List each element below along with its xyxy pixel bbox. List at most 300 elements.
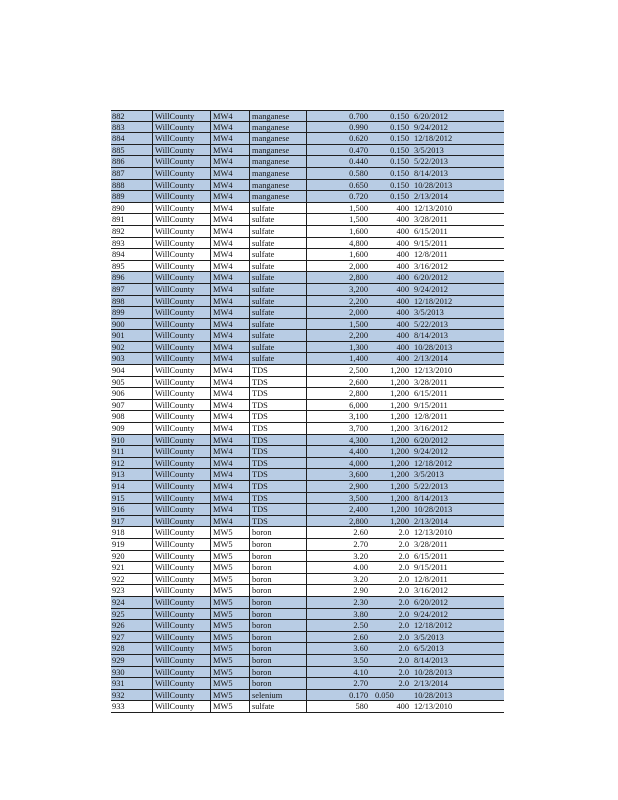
cell-value: 3.20 (353, 551, 368, 561)
cell-county: WillCounty (152, 411, 211, 422)
cell-date: 9/24/2012 (414, 284, 448, 294)
cell-parameter: boron (249, 574, 307, 585)
cell-county: WillCounty (152, 377, 211, 388)
cell-date: 8/14/2013 (414, 331, 448, 341)
cell-county: WillCounty (152, 643, 211, 654)
cell-parameter: TDS (249, 516, 307, 527)
cell-id: 884 (111, 133, 153, 144)
cell-standard: 2.0 (398, 632, 409, 642)
cell-id: 888 (111, 180, 153, 191)
cell-date: 5/22/2013 (414, 319, 448, 329)
cell-county: WillCounty (152, 435, 211, 446)
cell-standard: 400 (396, 238, 409, 248)
table-row (111, 133, 504, 145)
cell-id: 933 (111, 701, 153, 712)
cell-value: 4.10 (353, 667, 368, 677)
cell-standard: 2.0 (398, 597, 409, 607)
cell-standard: 400 (396, 296, 409, 306)
cell-well: MW4 (210, 342, 250, 353)
cell-date: 12/13/2010 (414, 528, 453, 538)
cell-well: MW4 (210, 493, 250, 504)
cell-well: MW4 (210, 214, 250, 225)
cell-county: WillCounty (152, 446, 211, 457)
cell-well: MW4 (210, 284, 250, 295)
cell-standard: 2.0 (398, 644, 409, 654)
cell-id: 932 (111, 690, 153, 701)
table-row (111, 667, 504, 679)
cell-county: WillCounty (152, 690, 211, 701)
cell-county: WillCounty (152, 133, 211, 144)
cell-county: WillCounty (152, 111, 211, 121)
cell-value: 580 (355, 702, 368, 712)
cell-standard: 400 (396, 226, 409, 236)
cell-parameter: boron (249, 620, 307, 631)
cell-value: 1,600 (349, 250, 368, 260)
cell-date: 2/13/2014 (414, 192, 448, 202)
cell-parameter: boron (249, 585, 307, 596)
cell-value: 4,800 (349, 238, 368, 248)
cell-county: WillCounty (152, 272, 211, 283)
cell-parameter: boron (249, 655, 307, 666)
cell-date: 6/15/2011 (414, 226, 448, 236)
cell-parameter: sulfate (249, 342, 307, 353)
cell-county: WillCounty (152, 701, 211, 712)
cell-standard: 2.0 (398, 655, 409, 665)
cell-standard: 2.0 (398, 667, 409, 677)
cell-parameter: TDS (249, 469, 307, 480)
cell-well: MW5 (210, 551, 250, 562)
cell-county: WillCounty (152, 319, 211, 330)
cell-standard: 2.0 (398, 679, 409, 689)
cell-well: MW4 (210, 365, 250, 376)
cell-id: 916 (111, 504, 153, 515)
cell-value: 0.700 (349, 112, 368, 121)
cell-county: WillCounty (152, 388, 211, 399)
cell-well: MW4 (210, 145, 250, 156)
cell-standard: 1,200 (390, 366, 409, 376)
cell-parameter: sulfate (249, 249, 307, 260)
cell-id: 910 (111, 435, 153, 446)
cell-county: WillCounty (152, 609, 211, 620)
table-row (111, 597, 504, 609)
cell-standard: 400 (396, 250, 409, 260)
cell-id: 915 (111, 493, 153, 504)
cell-date: 2/13/2014 (414, 516, 448, 526)
cell-date: 3/5/2013 (414, 308, 444, 318)
cell-well: MW4 (210, 423, 250, 434)
cell-standard: 1,200 (390, 435, 409, 445)
cell-county: WillCounty (152, 620, 211, 631)
table-row (111, 562, 504, 574)
cell-well: MW4 (210, 400, 250, 411)
cell-value: 0.720 (349, 192, 368, 202)
cell-parameter: sulfate (249, 701, 307, 712)
cell-value: 2.60 (353, 632, 368, 642)
cell-id: 908 (111, 411, 153, 422)
cell-county: WillCounty (152, 156, 211, 167)
cell-parameter: manganese (249, 122, 307, 133)
cell-well: MW4 (210, 388, 250, 399)
cell-value: 2.90 (353, 586, 368, 596)
cell-date: 6/20/2012 (414, 435, 448, 445)
cell-date: 6/15/2011 (414, 551, 448, 561)
cell-date: 9/24/2012 (414, 447, 448, 457)
cell-parameter: boron (249, 609, 307, 620)
cell-value: 0.580 (349, 168, 368, 178)
cell-parameter: TDS (249, 493, 307, 504)
cell-standard: 1,200 (390, 424, 409, 434)
cell-value: 1,600 (349, 226, 368, 236)
cell-value: 2,800 (349, 389, 368, 399)
cell-standard: 400 (396, 354, 409, 364)
cell-value: 2,000 (349, 308, 368, 318)
cell-county: WillCounty (152, 527, 211, 538)
table-row (111, 214, 504, 226)
cell-id: 899 (111, 307, 153, 318)
cell-well: MW5 (210, 655, 250, 666)
cell-county: WillCounty (152, 365, 211, 376)
cell-date: 12/18/2012 (414, 134, 453, 144)
cell-county: WillCounty (152, 214, 211, 225)
cell-well: MW4 (210, 353, 250, 364)
cell-date: 12/8/2011 (414, 412, 448, 422)
cell-id: 893 (111, 238, 153, 249)
cell-well: MW5 (210, 597, 250, 608)
cell-date: 10/28/2013 (414, 667, 453, 677)
cell-parameter: boron (249, 597, 307, 608)
cell-standard: 2.0 (398, 621, 409, 631)
table-row (111, 261, 504, 273)
cell-parameter: boron (249, 527, 307, 538)
table-row (111, 435, 504, 447)
cell-parameter: TDS (249, 446, 307, 457)
cell-id: 926 (111, 620, 153, 631)
table-row (111, 551, 504, 563)
cell-well: MW5 (210, 620, 250, 631)
cell-county: WillCounty (152, 296, 211, 307)
cell-standard: 2.0 (398, 539, 409, 549)
cell-id: 913 (111, 469, 153, 480)
table-row (111, 110, 504, 122)
cell-id: 898 (111, 296, 153, 307)
cell-standard: 1,200 (390, 412, 409, 422)
cell-date: 12/13/2010 (414, 702, 453, 712)
table-row (111, 122, 504, 134)
cell-county: WillCounty (152, 655, 211, 666)
cell-date: 3/16/2012 (414, 586, 448, 596)
cell-value: 2.60 (353, 528, 368, 538)
cell-standard: 0.150 (390, 168, 409, 178)
cell-county: WillCounty (152, 632, 211, 643)
cell-standard: 2.0 (398, 574, 409, 584)
cell-well: MW4 (210, 435, 250, 446)
cell-value: 2.70 (353, 679, 368, 689)
cell-date: 5/22/2013 (414, 482, 448, 491)
table-row (111, 296, 504, 308)
cell-id: 905 (111, 377, 153, 388)
cell-well: MW4 (210, 272, 250, 283)
cell-county: WillCounty (152, 562, 211, 573)
cell-date: 3/28/2011 (414, 539, 448, 549)
cell-id: 900 (111, 319, 153, 330)
cell-date: 12/13/2010 (414, 366, 453, 376)
cell-well: MW4 (210, 168, 250, 179)
cell-value: 3,700 (349, 424, 368, 434)
cell-standard: 400 (396, 319, 409, 329)
cell-well: MW5 (210, 609, 250, 620)
cell-standard: 2.0 (398, 563, 409, 573)
cell-well: MW4 (210, 319, 250, 330)
cell-standard: 400 (396, 261, 409, 271)
cell-well: MW4 (210, 156, 250, 167)
cell-parameter: sulfate (249, 296, 307, 307)
cell-value: 2.70 (353, 539, 368, 549)
cell-well: MW4 (210, 133, 250, 144)
table-row (111, 238, 504, 250)
cell-id: 912 (111, 458, 153, 469)
cell-parameter: TDS (249, 400, 307, 411)
cell-value: 0.440 (349, 157, 368, 167)
table-row (111, 342, 504, 354)
cell-standard: 400 (396, 331, 409, 341)
cell-value: 0.990 (349, 122, 368, 132)
cell-standard: 1,200 (390, 505, 409, 515)
cell-id: 920 (111, 551, 153, 562)
cell-id: 925 (111, 609, 153, 620)
cell-value: 2,800 (349, 516, 368, 526)
cell-id: 902 (111, 342, 153, 353)
table-row (111, 156, 504, 168)
table-row (111, 481, 504, 493)
cell-county: WillCounty (152, 330, 211, 341)
cell-value: 3,200 (349, 284, 368, 294)
cell-standard: 1,200 (390, 482, 409, 491)
cell-standard: 0.050 (375, 690, 394, 700)
cell-id: 895 (111, 261, 153, 272)
cell-value: 2.50 (353, 621, 368, 631)
cell-county: WillCounty (152, 585, 211, 596)
cell-standard: 0.150 (390, 157, 409, 167)
cell-date: 5/22/2013 (414, 157, 448, 167)
table-row (111, 690, 504, 702)
cell-standard: 2.0 (398, 551, 409, 561)
cell-date: 2/13/2014 (414, 354, 448, 364)
cell-well: MW4 (210, 481, 250, 492)
cell-id: 924 (111, 597, 153, 608)
cell-id: 909 (111, 423, 153, 434)
cell-value: 4,400 (349, 447, 368, 457)
cell-well: MW4 (210, 226, 250, 237)
cell-county: WillCounty (152, 180, 211, 191)
cell-value: 3.80 (353, 609, 368, 619)
table-row (111, 620, 504, 632)
cell-parameter: sulfate (249, 319, 307, 330)
cell-well: MW4 (210, 469, 250, 480)
cell-id: 886 (111, 156, 153, 167)
cell-standard: 400 (396, 284, 409, 294)
cell-id: 882 (111, 111, 153, 121)
cell-parameter: sulfate (249, 203, 307, 214)
cell-id: 927 (111, 632, 153, 643)
cell-standard: 1,200 (390, 516, 409, 526)
cell-parameter: sulfate (249, 238, 307, 249)
cell-parameter: boron (249, 539, 307, 550)
cell-parameter: manganese (249, 111, 307, 121)
cell-value: 3,500 (349, 493, 368, 503)
cell-county: WillCounty (152, 284, 211, 295)
cell-county: WillCounty (152, 597, 211, 608)
table-row (111, 249, 504, 261)
cell-value: 3.20 (353, 574, 368, 584)
cell-standard: 1,200 (390, 493, 409, 503)
cell-county: WillCounty (152, 145, 211, 156)
cell-well: MW5 (210, 690, 250, 701)
cell-date: 9/15/2011 (414, 563, 448, 573)
cell-well: MW4 (210, 191, 250, 202)
table-row (111, 330, 504, 342)
cell-date: 3/5/2013 (414, 145, 444, 155)
cell-well: MW5 (210, 585, 250, 596)
cell-parameter: manganese (249, 133, 307, 144)
cell-id: 907 (111, 400, 153, 411)
cell-value: 4,300 (349, 435, 368, 445)
cell-county: WillCounty (152, 400, 211, 411)
table-row (111, 539, 504, 551)
cell-date: 3/16/2012 (414, 261, 448, 271)
cell-date: 12/13/2010 (414, 203, 453, 213)
cell-well: MW4 (210, 516, 250, 527)
cell-well: MW4 (210, 111, 250, 121)
cell-value: 2,800 (349, 273, 368, 283)
cell-parameter: TDS (249, 365, 307, 376)
cell-id: 928 (111, 643, 153, 654)
cell-date: 6/5/2013 (414, 644, 444, 654)
cell-parameter: boron (249, 678, 307, 689)
data-table (111, 110, 504, 713)
cell-id: 904 (111, 365, 153, 376)
cell-value: 1,500 (349, 203, 368, 213)
cell-id: 922 (111, 574, 153, 585)
cell-parameter: sulfate (249, 330, 307, 341)
table-row (111, 469, 504, 481)
cell-standard: 0.150 (390, 112, 409, 121)
cell-value: 2,600 (349, 377, 368, 387)
cell-parameter: TDS (249, 377, 307, 388)
cell-date: 3/28/2011 (414, 377, 448, 387)
cell-value: 0.170 (349, 690, 368, 700)
cell-id: 903 (111, 353, 153, 364)
cell-parameter: manganese (249, 180, 307, 191)
table-row (111, 226, 504, 238)
cell-id: 919 (111, 539, 153, 550)
cell-id: 897 (111, 284, 153, 295)
cell-parameter: boron (249, 643, 307, 654)
cell-parameter: TDS (249, 458, 307, 469)
cell-parameter: sulfate (249, 353, 307, 364)
table-row (111, 353, 504, 365)
cell-county: WillCounty (152, 551, 211, 562)
cell-id: 885 (111, 145, 153, 156)
table-row (111, 632, 504, 644)
cell-well: MW4 (210, 446, 250, 457)
cell-parameter: sulfate (249, 261, 307, 272)
cell-value: 1,500 (349, 215, 368, 225)
cell-date: 12/18/2012 (414, 296, 453, 306)
table-row (111, 504, 504, 516)
cell-standard: 0.150 (390, 145, 409, 155)
table-row (111, 168, 504, 180)
cell-parameter: TDS (249, 504, 307, 515)
cell-well: MW5 (210, 539, 250, 550)
cell-id: 917 (111, 516, 153, 527)
cell-parameter: sulfate (249, 307, 307, 318)
cell-well: MW4 (210, 504, 250, 515)
cell-county: WillCounty (152, 504, 211, 515)
table-row (111, 423, 504, 435)
cell-county: WillCounty (152, 249, 211, 260)
table-row (111, 191, 504, 203)
cell-value: 3.60 (353, 644, 368, 654)
cell-parameter: boron (249, 562, 307, 573)
cell-value: 0.620 (349, 134, 368, 144)
cell-county: WillCounty (152, 168, 211, 179)
cell-value: 3,100 (349, 412, 368, 422)
cell-parameter: manganese (249, 191, 307, 202)
cell-standard: 400 (396, 342, 409, 352)
cell-well: MW5 (210, 562, 250, 573)
cell-parameter: TDS (249, 423, 307, 434)
table-row (111, 643, 504, 655)
cell-standard: 1,200 (390, 377, 409, 387)
cell-date: 10/28/2013 (414, 505, 453, 515)
cell-well: MW4 (210, 411, 250, 422)
cell-value: 2.30 (353, 597, 368, 607)
cell-standard: 0.150 (390, 180, 409, 190)
table-row (111, 527, 504, 539)
cell-value: 6,000 (349, 400, 368, 410)
table-row (111, 516, 504, 528)
table-row (111, 458, 504, 470)
cell-date: 2/13/2014 (414, 679, 448, 689)
cell-date: 10/28/2013 (414, 690, 453, 700)
cell-date: 3/5/2013 (414, 470, 444, 480)
cell-standard: 1,200 (390, 458, 409, 468)
table-row (111, 609, 504, 621)
cell-standard: 400 (396, 203, 409, 213)
cell-id: 889 (111, 191, 153, 202)
cell-value: 2,200 (349, 296, 368, 306)
cell-well: MW4 (210, 377, 250, 388)
cell-parameter: sulfate (249, 214, 307, 225)
cell-well: MW5 (210, 678, 250, 689)
cell-county: WillCounty (152, 191, 211, 202)
cell-parameter: manganese (249, 168, 307, 179)
cell-standard: 0.150 (390, 192, 409, 202)
cell-id: 921 (111, 562, 153, 573)
cell-id: 929 (111, 655, 153, 666)
table-row (111, 180, 504, 192)
cell-county: WillCounty (152, 678, 211, 689)
cell-id: 883 (111, 122, 153, 133)
cell-well: MW4 (210, 180, 250, 191)
cell-standard: 1,200 (390, 389, 409, 399)
cell-date: 6/20/2012 (414, 597, 448, 607)
cell-id: 930 (111, 667, 153, 678)
cell-id: 892 (111, 226, 153, 237)
table-row (111, 701, 504, 713)
cell-parameter: TDS (249, 411, 307, 422)
cell-value: 1,400 (349, 354, 368, 364)
